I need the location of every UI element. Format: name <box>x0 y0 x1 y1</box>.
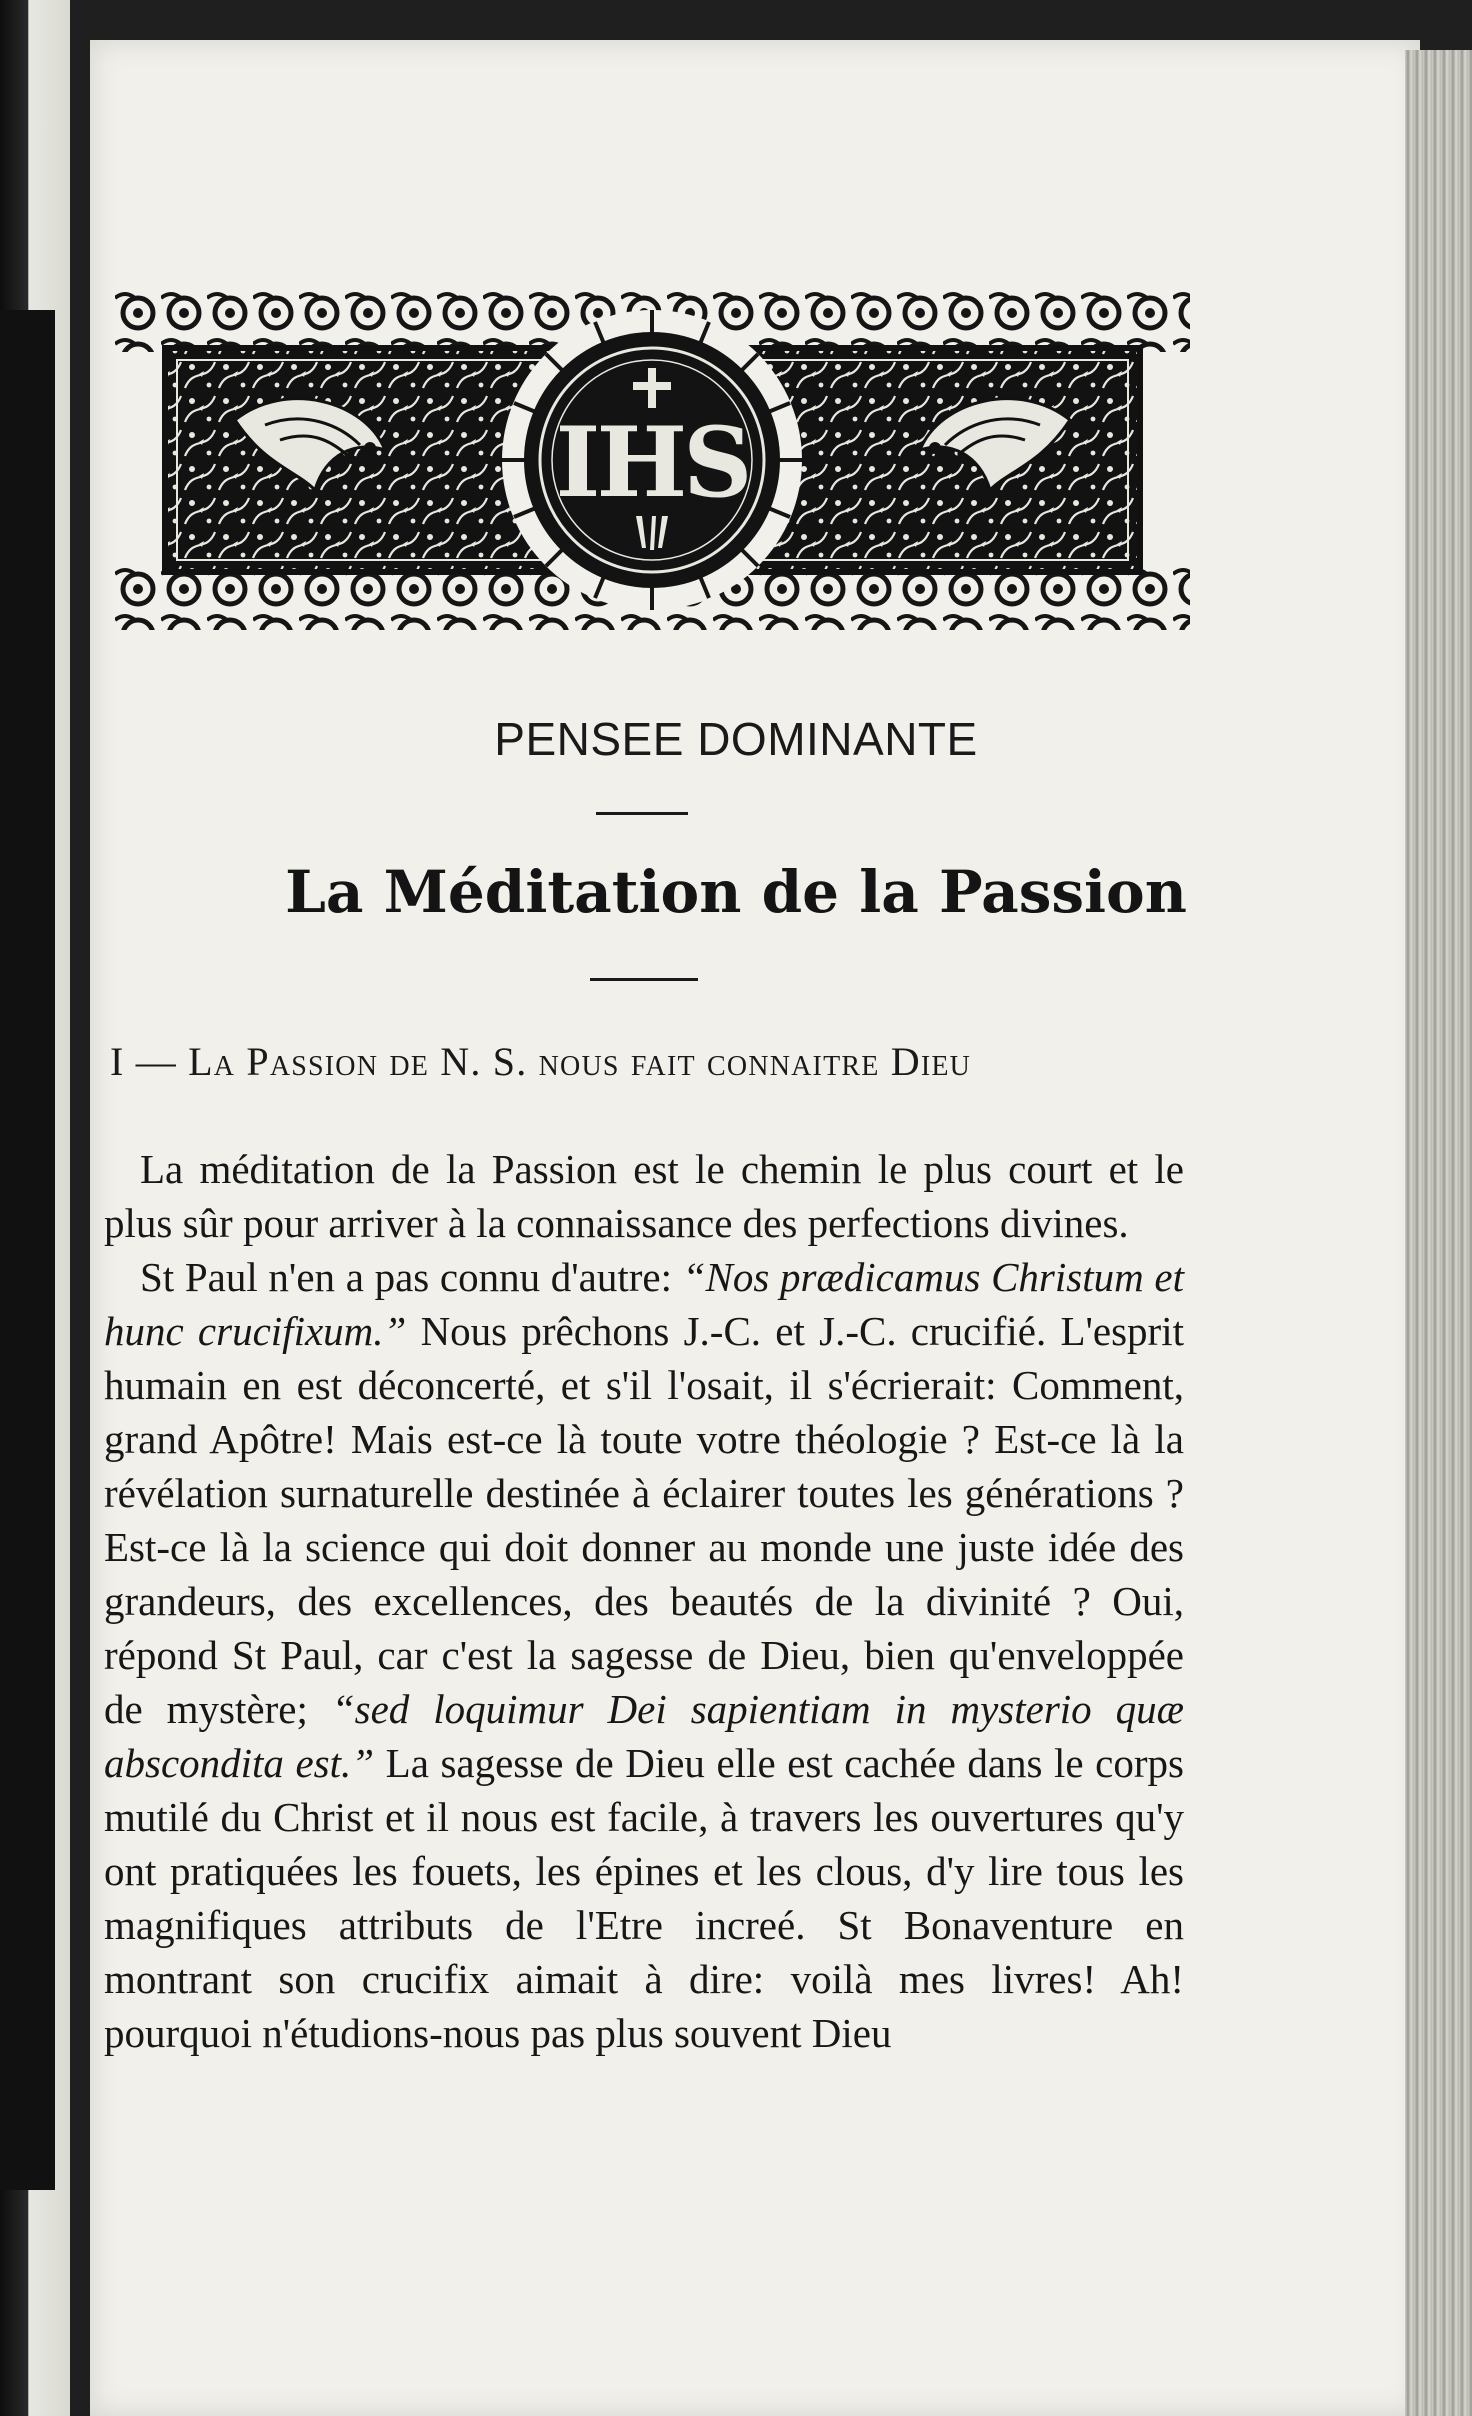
ornamental-ihs-banner <box>115 290 1190 630</box>
paragraph-2-end: La sagesse de Dieu elle est cachée dans le corps mutilé du Christ et il nous est facile, à travers les ouvertures qu'y ont pratiquées les fouets, les épines et les clous, d'y lire tous les magnifiques attributs de l'Etre increé. St Bonaventure en montrant son crucifix aimait à dire: voilà mes livres! Ah! pourquoi n'étudions-nous pas plus souvent Dieu <box>104 1740 1184 2056</box>
latin-quote-1: “Nos prædicamus Christum et hunc crucifixum.” <box>104 1254 1184 1354</box>
body-text <box>104 1142 1184 2060</box>
ihs-monogram: IHS <box>555 406 749 519</box>
section-heading: PENSEE DOMINANTE <box>494 713 978 765</box>
paragraph-2 <box>104 1250 1184 2060</box>
page-stack-edge <box>1405 50 1472 2416</box>
latin-quote-2: “sed loquimur Dei sapientiam in mysterio quæ abscondita est.” <box>104 1686 1184 1786</box>
paragraph-1: La méditation de la Passion est le chemin le plus court et le plus sûr pour arriver à la connaissance des perfections divines. <box>104 1146 1184 1246</box>
title-divider <box>590 978 698 981</box>
ihs-medallion <box>502 310 802 610</box>
heading-divider <box>596 812 688 815</box>
subsection-heading: I — La Passion de N. S. nous fait connaitre Dieu <box>110 1039 972 1084</box>
paragraph-2-intro: St Paul n'en a pas connu d'autre: <box>140 1254 683 1300</box>
page-title: La Méditation de la Passion <box>285 858 1187 926</box>
paragraph-2-middle: Nous prêchons J.-C. et J.-C. crucifié. L'esprit humain en est déconcerté, et s'il l'osait, il s'écrierait: Comment, grand Apôtre! Mais est-ce là toute votre théologie ? Est-ce là la révélation surnaturelle destinée à éclairer toutes les générations ? Est-ce là la science qui doit donner au monde une juste idée des grandeurs, des excellences, des beautés de la divinité ? Oui, répond St Paul, car c'est la sagesse de Dieu, bien qu'enveloppée de mystère; <box>104 1308 1184 1732</box>
book-binding-shadow <box>0 310 55 2190</box>
